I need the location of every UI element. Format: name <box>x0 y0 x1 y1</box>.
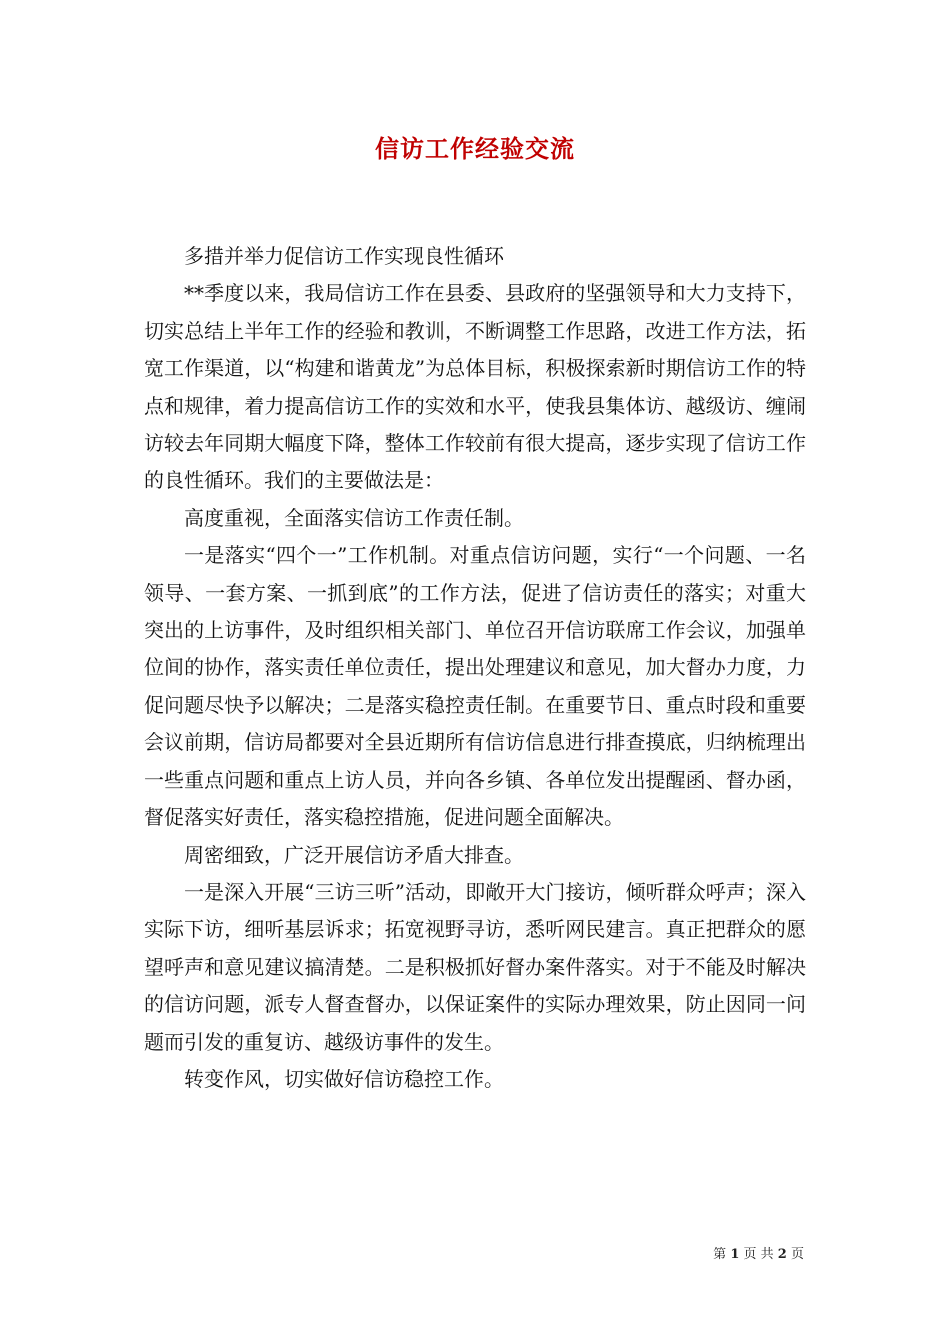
document-body <box>144 238 806 1098</box>
page-number-footer <box>713 1246 804 1264</box>
footer-suffix: 页 <box>790 1247 804 1262</box>
paragraph-section-1: 一是落实“四个一”工作机制。对重点信访问题，实行“一个问题、一名领导、一套方案、一抓到底”的工作方法，促进了信访责任的落实；对重大突出的上访事件，及时组织相关部门、单位召开信访联席工作会议，加强单位间的协作，落实责任单位责任，提出处理建议和意见，加大督办力度，力促问题尽快予以解决；二是落实稳控责任制。在重要节日、重点时段和重要会议前期，信访局都要对全县近期所有信访信息进行排查摸底，归纳梳理出一些重点问题和重点上访人员，并向各乡镇、各单位发出提醒函、督办函，督促落实好责任，落实稳控措施，促进问题全面解决。 <box>144 543 806 830</box>
paragraph-heading-1: 高度重视，全面落实信访工作责任制。 <box>184 505 524 530</box>
paragraph-subtitle: 多措并举力促信访工作实现良性循环 <box>184 244 504 268</box>
footer-current-page: 1 <box>730 1247 740 1262</box>
footer-total-pages: 2 <box>777 1247 787 1262</box>
document-title: 信访工作经验交流 <box>375 134 575 163</box>
footer-middle: 页 共 <box>743 1247 774 1262</box>
footer-prefix: 第 <box>713 1247 727 1262</box>
paragraph-intro: **季度以来，我局信访工作在县委、县政府的坚强领导和大力支持下，切实总结上半年工作的经验和教训，不断调整工作思路，改进工作方法，拓宽工作渠道，以“构建和谐黄龙”为总体目标，积极探索新时期信访工作的特点和规律，着力提高信访工作的实效和水平，使我县集体访、越级访、缠闹访较去年同期大幅度下降，整体工作较前有很大提高，逐步实现了信访工作的良性循环。我们的主要做法是： <box>144 281 806 493</box>
paragraph-heading-2: 周密细致，广泛开展信访矛盾大排查。 <box>184 842 524 867</box>
paragraph-section-2: 一是深入开展“三访三听”活动，即敞开大门接访，倾听群众呼声；深入实际下访，细听基层诉求；拓宽视野寻访，悉听网民建言。真正把群众的愿望呼声和意见建议搞清楚。二是积极抓好督办案件落实。对于不能及时解决的信访问题，派专人督查督办，以保证案件的实际办理效果，防止因同一问题而引发的重复访、越级访事件的发生。 <box>144 879 806 1054</box>
paragraph-heading-3: 转变作风，切实做好信访稳控工作。 <box>184 1066 504 1091</box>
